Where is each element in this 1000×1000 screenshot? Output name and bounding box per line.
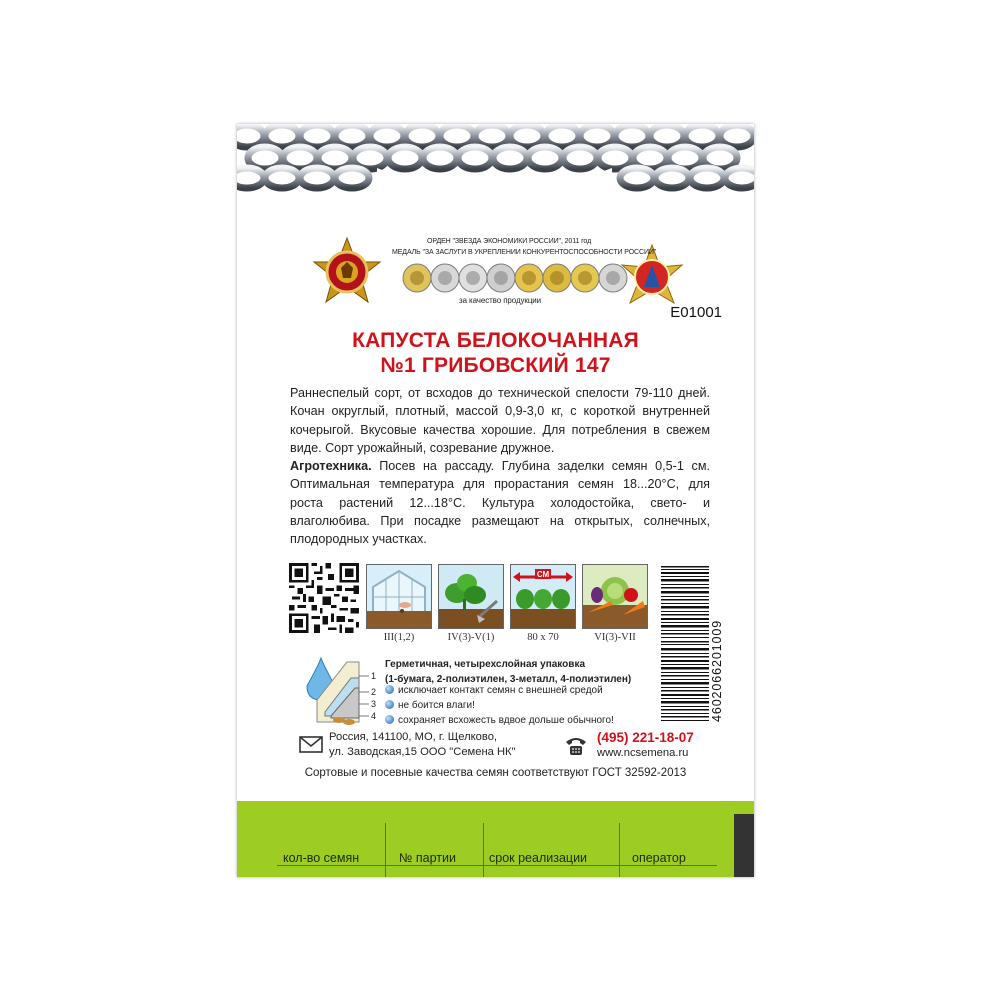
product-code: E01001 [670, 304, 722, 321]
address-line2: ул. Заводская,15 ООО "Семена НК" [329, 745, 516, 758]
telephone-icon [564, 736, 588, 756]
batch-number-label: № партии [399, 851, 456, 865]
transplant-period-label: IV(3)-V(1) [447, 632, 495, 643]
layer-number-4: 4 [371, 711, 377, 721]
expiry-date-label: срок реализации [489, 851, 588, 865]
harvest-icon [582, 564, 648, 629]
footer-dark-tab [734, 814, 754, 877]
footer-divider-3 [483, 823, 620, 877]
gost-compliance-text: Сортовые и посевные качества семян соответствуют ГОСТ 32592-2013 [304, 767, 687, 779]
seed-packet-back [237, 124, 754, 877]
award-quality-text: за качество продукции [459, 296, 542, 305]
bullet-icon [385, 715, 394, 724]
packaging-heading-line1: Герметичная, четырехслойная упаковка [385, 659, 586, 670]
footer-fill-table [237, 801, 754, 877]
chain-mail-header-graphic [237, 124, 754, 192]
benefit-text: сохраняет всхожесть вдвое дольше обычного! [398, 715, 614, 726]
packaging-benefit-3 [385, 715, 614, 726]
agrotechnics-text: Посев на рассаду. Глубина заделки семян 0,5-1 см. Оптимальная температура для прорастания семян 18...20°С, для роста растений 12...18°С. Культура холодостойка, свето- и влаголюбива. При посадке размещают на открытых, солнечных, плодородных участках. [290, 459, 710, 547]
spacing-label: 80 x 70 [527, 632, 559, 643]
packaging-benefit-2 [385, 700, 475, 711]
barcode-number: 4602066201009 [710, 619, 724, 722]
address-line1: Россия, 141100, МО, г. Щелково, [329, 731, 498, 743]
award-medal-text: МЕДАЛЬ "ЗА ЗАСЛУГИ В УКРЕПЛЕНИИ КОНКУРЕНТОСПОСОБНОСТИ РОССИИ" [392, 249, 657, 256]
agrotechnics-heading: Агротехника. [290, 459, 372, 474]
packaging-layers-icon [297, 656, 387, 728]
footer-divider-2 [385, 823, 484, 877]
benefit-text: не боится влаги! [398, 700, 475, 711]
phone-number: (495) 221-18-07 [597, 730, 694, 745]
layer-number-3: 3 [371, 699, 377, 709]
packaging-heading [385, 657, 631, 687]
bullet-icon [385, 700, 394, 709]
layer-number-1: 1 [371, 671, 377, 681]
website-link[interactable]: www.ncsemena.ru [597, 747, 689, 759]
planting-spacing-icon [510, 564, 576, 629]
product-title-line1: КАПУСТА БЕЛОКОЧАННАЯ [352, 329, 639, 352]
spacing-unit-label: СМ [536, 570, 550, 579]
packaging-heading-line2: (1-бумага, 2-полиэтилен, 3-металл, 4-полиэтилен) [385, 674, 632, 685]
greenhouse-sowing-icon [366, 564, 432, 629]
seedling-planting-icon [438, 564, 504, 629]
product-title-line2: №1 ГРИБОВСКИЙ 147 [380, 354, 611, 377]
barcode [655, 564, 725, 724]
harvest-period-label: VI(3)-VII [594, 632, 636, 643]
variety-description: Раннеспелый сорт, от всходов до технической спелости 79-110 дней. Кочан округлый, плотный, массой 0,9-3,0 кг, с короткой внутренней кочерыгой. Вкусовые качества хорошие. Для потребления в свежем виде. Сорт урожайный, созревание дружное. [290, 386, 710, 455]
footer-divider-1 [237, 823, 386, 877]
packaging-benefit-1 [385, 685, 603, 696]
layer-number-2: 2 [371, 687, 377, 697]
postal-address [329, 730, 516, 759]
seed-count-label: кол-во семян [283, 851, 360, 865]
agrotechnics-paragraph [290, 457, 710, 548]
description-block [290, 384, 710, 549]
envelope-icon [299, 736, 323, 753]
benefit-text: исключает контакт семян с внешней средой [398, 685, 603, 696]
bullet-icon [385, 685, 394, 694]
qr-code [289, 563, 359, 633]
sowing-period-label: III(1,2) [383, 632, 415, 643]
operator-label: оператор [632, 851, 686, 865]
award-order-text: ОРДЕН "ЗВЕЗДА ЭКОНОМИКИ РОССИИ", 2011 год [427, 238, 592, 245]
